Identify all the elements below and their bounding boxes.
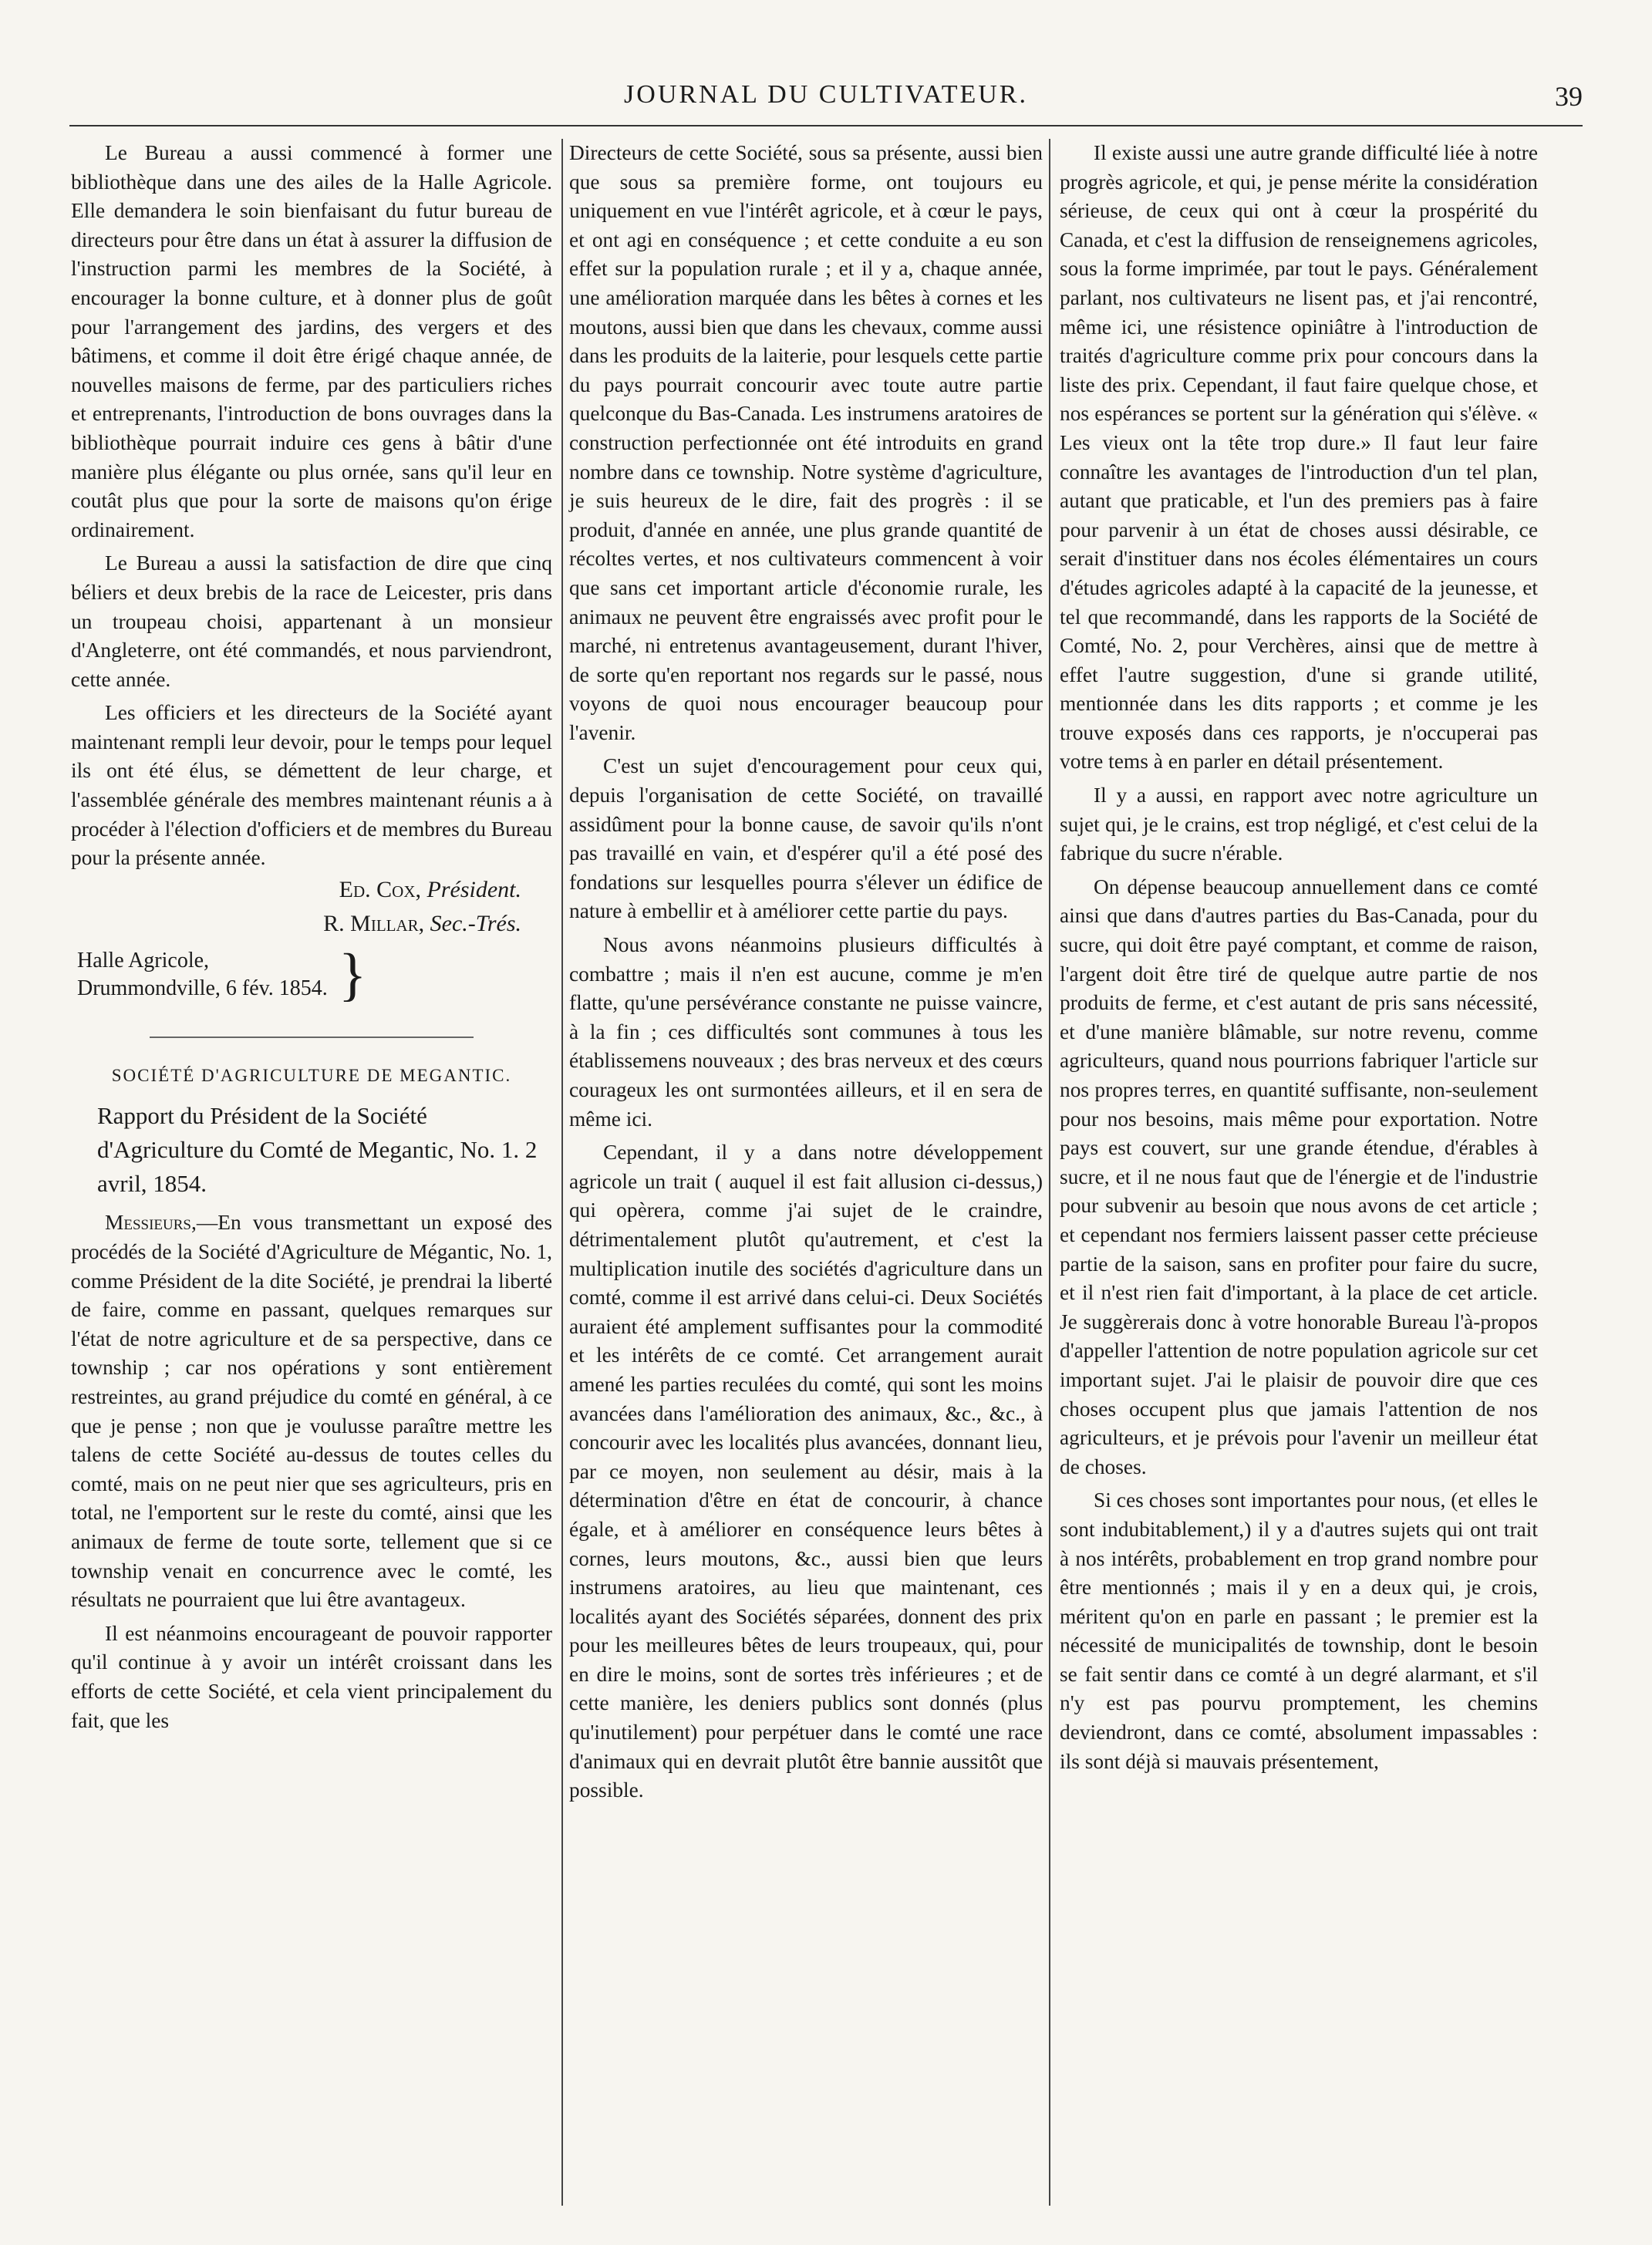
- paragraph-maple-sugar: Il y a aussi, en rapport avec notre agriculture un sujet qui, je le crains, est trop négligé, et c'est celui de la fabrique du sucre n'érable.: [1060, 784, 1538, 865]
- paragraph-interest: Il est néanmoins encourageant de pouvoir rapporter qu'il continue à y avoir un intérêt croissant dans les efforts de cette Société, et cela vient principalement du fait, que les: [71, 1621, 552, 1732]
- column-left: [71, 139, 552, 2206]
- dateline-date: Drummondville, 6 fév. 1854.: [77, 976, 328, 1000]
- paragraph-directors: Directeurs de cette Société, sous sa présente, aussi bien que sous sa première forme, ont toujours eu uniquement en vue l'intérêt agricole, et à cœur le pays, et ont agi en conséquence ; et cette conduite a eu son effet sur la population rurale ; et il y a, chaque année, une amélioration marquée dans les bêtes à cornes et les moutons, aussi bien que dans les chevaux, comme aussi dans les produits de la laiterie, pour lesquels cette partie du pays pourrait concourir avec toute autre partie quelconque du Bas-Canada. Les instrumens aratoires de construction perfectionnée ont été introduits en grand nombre dans ce township. Notre système d'agriculture, je suis heureux de le dire, fait des progrès : il se produit, d'année en année, une plus grande quantité de récoltes vertes, et nos cultivateurs commencent à voir que sans cet important article d'économie rurale, les animaux ne peuvent être engraissés avec profit pour le marché, ni entretenus avantageusement, durant l'hiver, de sorte qu'en reportant nos regards sur le passé, nous voyons de quoi nous encourager beaucoup pour l'avenir.: [569, 141, 1043, 744]
- running-title: JOURNAL DU CULTIVATEUR.: [624, 80, 1028, 109]
- signature-name: Ed. Cox,: [339, 876, 422, 902]
- signature-name: R. Millar,: [323, 910, 425, 936]
- signature-secretary: [71, 907, 552, 941]
- brace-glyph: }: [338, 942, 367, 1007]
- signature-title: Président.: [426, 876, 521, 902]
- report-title: Rapport du Président de la Société d'Agriculture du Comté de Megantic, No. 1. 2 avril, 1854.: [97, 1102, 538, 1198]
- signature-title: Sec.-Trés.: [430, 910, 521, 936]
- paragraph-difficulties: Nous avons néanmoins plusieurs difficultés à combattre ; mais il n'en est aucune, comme je m'en flatte, qu'une persévérance constante ne puisse vaincre, à la fin ; ces difficultés sont communes à tous les établissemens nouveaux ; des bras nerveux et des cœurs courageux les ont surmontées ailleurs, et il en sera de même ici.: [569, 933, 1043, 1131]
- column-right: [1060, 139, 1538, 2206]
- page-header: [69, 80, 1583, 126]
- paragraph-leicester-sheep: Le Bureau a aussi la satisfaction de dire que cinq béliers et deux brebis de la race de Leicester, pris dans un troupeau choisi, appartenant à un monsieur d'Angleterre, ont été commandés, et nous parviendront, cette année.: [71, 551, 552, 691]
- dateline: [71, 942, 552, 1007]
- paragraph-officers: Les officiers et les directeurs de la Société ayant maintenant rempli leur devoir, pour le temps pour lequel ils ont été élus, se démettent de leur charge, et l'assemblée générale des membres maintenant réunis a à procéder à l'élection d'officiers et de membres du Bureau pour la présente année.: [71, 701, 552, 870]
- dateline-place: Halle Agricole,: [77, 948, 210, 972]
- paragraph-diffusion: Il existe aussi une autre grande difficulté liée à notre progrès agricole, et qui, je pense mérite la considération sérieuse, de ceux qui ont à cœur la prospérité du Canada, et c'est la diffusion de renseignemens agricoles, sous la forme imprimée, par tout le pays. Généralement parlant, nos cultivateurs ne lisent pas, et j'ai rencontré, même ici, une résistence opiniâtre à l'introduction de traités d'agriculture comme prix pour concours dans la liste des prix. Cependant, il faut faire quelque chose, et nos espérances se portent sur la génération qui s'élève. « Les vieux ont la tête trop dure.» Il faut leur faire connaître les avantages de l'introduction d'un tel plan, autant que praticable, et l'un des premiers pas à faire pour parvenir à un état de choses aussi désirable, ce serait d'instituer dans nos écoles élémentaires un cours d'études agricoles adapté à la capacité de la jeunesse, et tel que recommandé, dans les rapports de la Société de Comté, No. 2, pour Verchères, ainsi que de mettre à effet l'autre suggestion, d'une si grande utilité, mentionnée dans les dits rapports ; et comme je les trouve exposés dans ces rapports, je n'occuperai pas votre tems à en parler en détail présentement.: [1060, 141, 1538, 774]
- paragraph-messieurs: [71, 1208, 552, 1614]
- paragraph-societies: Cependant, il y a dans notre développement agricole un trait ( auquel il est fait allusion ci-dessus,) qui opèrera, comme j'ai sujet de le craindre, détrimentalement plutôt qu'autrement, et c'est la multiplication inutile des sociétés d'agriculture dans un comté, comme il est arrivé dans celui-ci. Deux Sociétés auraient été amplement suffisantes pour la commodité et les intérêts de ce comté. Cet arrangement aurait amené les parties reculées du comté, qui sont les moins avancées dans l'amélioration des animaux, &c., &c., à concourir avec les localités plus avancées, donnant lieu, par ce moyen, non seulement au désir, mais à la détermination d'être en état de concourir, à chance égale, et à améliorer en conséquence leurs bêtes à cornes, leurs moutons, &c., aussi bien que leurs instrumens aratoires, au lieu que maintenant, ces localités ayant des Sociétés séparées, donnent des prix pour les meilleures bêtes de leurs troupeaux, qui, pour en dire le moins, sont de sortes très inférieures ; et de cette manière, les deniers publics sont donnés (plus qu'inutilement) pour perpétuer dans le comté une race d'animaux qui en devrait plutôt être bannie aussitôt que possible.: [569, 1141, 1043, 1802]
- column-middle: [561, 139, 1050, 2206]
- paragraph-library: Le Bureau a aussi commencé à former une bibliothèque dans une des ailes de la Halle Agricole. Elle demandera le soin bienfaisant du futur bureau de directeurs pour être dans un état à assurer la diffusion de l'instruction parmi les membres de la Société, à encourager la bonne culture, et à donner plus de goût pour l'arrangement des jardins, des vergers et des bâtimens, et comme il doit être érigé chaque année, de nouvelles maisons de ferme, par des particuliers riches et entreprenants, l'introduction de bons ouvrages dans la bibliothèque pourrait induire ces gens à bâtir d'une manière plus élégante ou plus ornée, sans qu'il leur en coutât plus que pour la sorte de maisons qu'on érige ordinairement.: [71, 141, 552, 541]
- paragraph-encouragement: C'est un sujet d'encouragement pour ceux qui, depuis l'organisation de cette Société, on travaillé assidûment pour la bonne cause, de savoir qu'ils n'ont pas travaillé en vain, et d'espérer qu'il a été posé des fondations sur lesquelles pourra s'élever un édifice de nature à embellir et à améliorer cette partie du pays.: [569, 754, 1043, 923]
- section-separator: [150, 1037, 474, 1038]
- salutation: Messieurs,: [105, 1211, 197, 1235]
- page-number: 39: [1555, 81, 1583, 112]
- paragraph-sugar-expense: On dépense beaucoup annuellement dans ce comté ainsi que dans d'autres parties du Bas-Canada, pour du sucre, qui doit être payé comptant, et comme de raison, l'argent doit être tiré de quelque autre partie de nos produits de ferme, et c'est autant de pris sans nécessité, et d'une manière blâmable, sur notre revenu, comme agriculteurs, quand nous pourrions fabriquer l'article sur nos propres terres, en quantité suffisante, non-seulement pour nos besoins, mais même pour exportation. Notre pays est couvert, sur une grande étendue, d'érables à sucre, et il ne nous faut que de l'énergie et de l'industrie pour subvenir au besoin que nous avons de cet article ; et cependant nos fermiers laissent passer cette précieuse partie de la saison, sans en profiter pour faire du sucre, et il n'est rien fait d'important, à la place de cet article. Je suggèrerais donc à votre honorable Bureau l'à-propos d'appeller l'attention de notre population agricole sur cet important sujet. J'ai le plaisir de pouvoir dire que ces choses occupent plus que jamais l'attention de nos agriculteurs, et je prévois pour l'avenir un meilleur état de choses.: [1060, 875, 1538, 1478]
- paragraph-messieurs-text: —En vous transmettant un exposé des procédés de la Société d'Agriculture de Mégantic, No. 1, comme Président de la dite Société, je prendrai la liberté de faire, comme en passant, quelques remarques sur l'état de notre agriculture et de sa perspective, dans ce township ; car nos opérations y sont entièrement restreintes, au grand préjudice du comté en général, à ce que je pense ; non que je voulusse paraître mettre les talens de cette Société au-dessus de toutes celles du comté, mais on ne peut nier que ses agriculteurs, pris en total, ne l'emportent sur le reste du comté, ainsi que les animaux de ferme de toute sorte, tellement que si ce township venait en concurrence avec le comté, les résultats ne pourraient que lui être avantageux.: [71, 1211, 552, 1612]
- paragraph-municipalities: Si ces choses sont importantes pour nous, (et elles le sont indubitablement,) il y a d'autres sujets qui ont trait à nos intérêts, probablement en trop grand nombre pour être mentionnés ; mais il y en a deux qui, je crois, méritent qu'on en parle en passant ; le premier est la nécessité de municipalités de township, dont le besoin se fait sentir dans ce comté à un degré alarmant, et s'il n'y est pas pourvu promptement, les chemins deviendront, dans ce comté, absolument impassables : ils sont déjà si mauvais présentement,: [1060, 1488, 1538, 1773]
- signature-president: [71, 873, 552, 907]
- header-rule: [69, 125, 1583, 126]
- section-title: SOCIÉTÉ D'AGRICULTURE DE MEGANTIC.: [111, 1065, 512, 1085]
